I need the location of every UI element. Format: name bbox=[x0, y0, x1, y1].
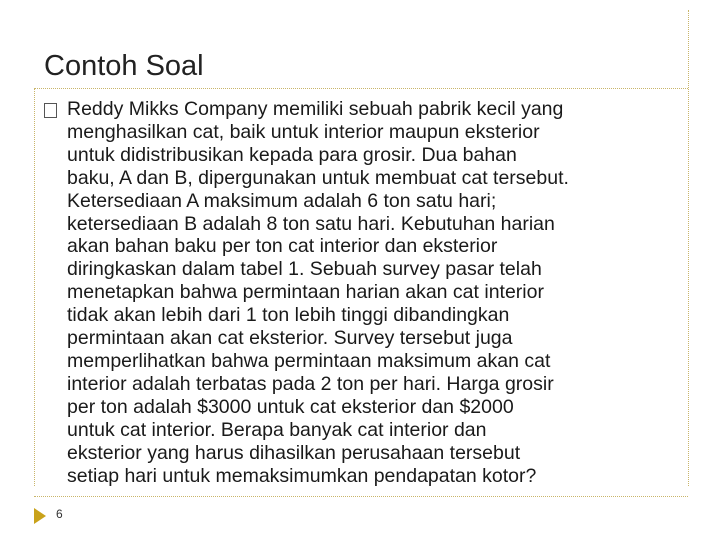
text-line: untuk didistribusikan kepada para grosir. Dua bahan bbox=[67, 143, 517, 166]
arrow-right-icon bbox=[34, 508, 46, 524]
problem-text bbox=[67, 98, 689, 487]
text-line: menetapkan bahwa permintaan harian akan cat interior bbox=[67, 281, 544, 304]
text-line: ketersediaan B adalah 8 ton satu hari. Kebutuhan harian bbox=[67, 212, 555, 235]
text-line: akan bahan baku per ton cat interior dan eksterior bbox=[67, 235, 498, 258]
text-line: eksterior yang harus dihasilkan perusahaan tersebut bbox=[67, 441, 521, 464]
slide-title: Contoh Soal bbox=[44, 50, 204, 82]
text-line: memperlihatkan bahwa permintaan maksimum akan cat bbox=[67, 349, 551, 372]
text-line: baku, A dan B, dipergunakan untuk membuat cat tersebut. bbox=[67, 166, 569, 189]
text-line: Reddy Mikks Company memiliki sebuah pabrik kecil yang bbox=[67, 98, 564, 120]
page-number: 6 bbox=[56, 507, 63, 521]
bottom-border bbox=[34, 496, 688, 497]
text-line: menghasilkan cat, baik untuk interior maupun eksterior bbox=[67, 120, 540, 143]
text-line: untuk cat interior. Berapa banyak cat interior dan bbox=[67, 418, 487, 441]
text-line: per ton adalah $3000 untuk cat eksterior dan $2000 bbox=[67, 395, 514, 418]
text-line: setiap hari untuk memaksimumkan pendapatan kotor? bbox=[67, 464, 537, 487]
text-line: Ketersediaan A maksimum adalah 6 ton satu hari; bbox=[67, 189, 497, 212]
text-line: tidak akan lebih dari 1 ton lebih tinggi dibandingkan bbox=[67, 304, 510, 327]
text-line: diringkaskan dalam tabel 1. Sebuah survey pasar telah bbox=[67, 258, 542, 281]
text-line: interior adalah terbatas pada 2 ton per hari. Harga grosir bbox=[67, 372, 554, 395]
text-line: permintaan akan cat eksterior. Survey tersebut juga bbox=[67, 327, 513, 350]
square-bullet-icon bbox=[44, 103, 57, 118]
left-border bbox=[34, 88, 35, 486]
title-divider bbox=[34, 88, 688, 89]
